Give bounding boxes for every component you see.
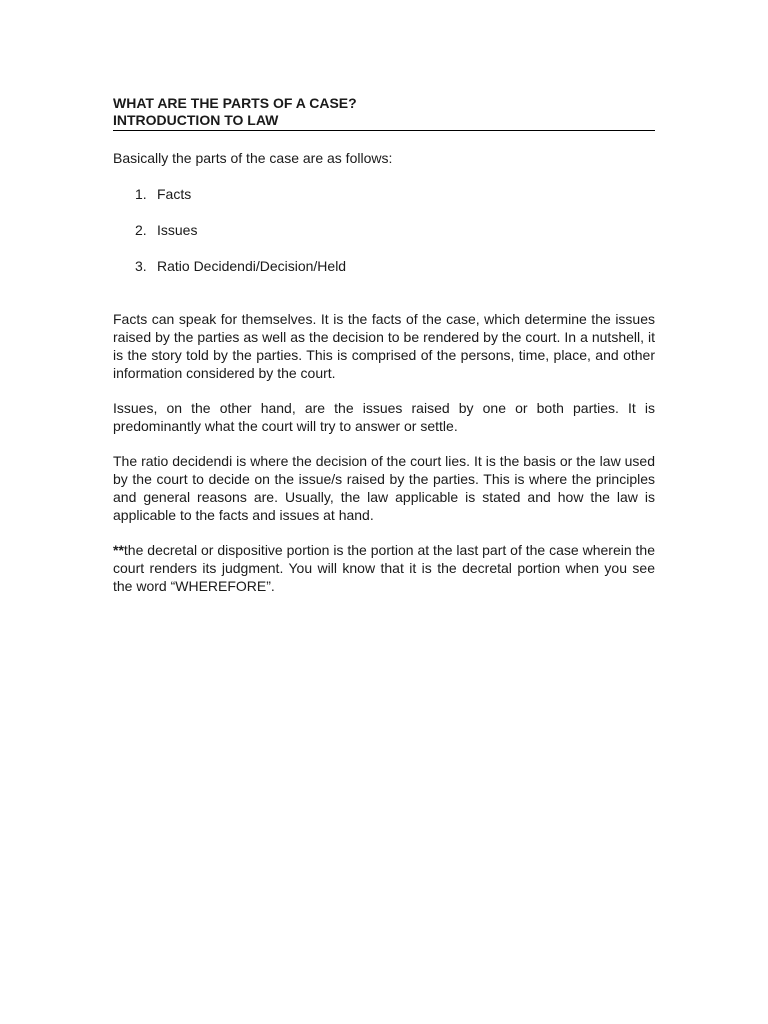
- list-item-label: Issues: [157, 222, 198, 238]
- ratio-paragraph: The ratio decidendi is where the decision of the court lies. It is the basis or the law used by the court to decide on the issue/s raised by the parties. This is where the principles and general reasons are. Usually, the law applicable is stated and how the law is applicable to the facts and issues at hand.: [113, 453, 655, 523]
- list-item-number: 3.: [135, 258, 147, 274]
- title-underline: [113, 130, 655, 131]
- facts-paragraph: Facts can speak for themselves. It is the facts of the case, which determine the issues raised by the parties as well as the decision to be rendered by the court. In a nutshell, it is the story told by the parties. This is comprised of the persons, time, place, and other information considered by the court.: [113, 311, 655, 381]
- list-item-label: Ratio Decidendi/Decision/Held: [157, 258, 347, 274]
- title-line-2: INTRODUCTION TO LAW: [113, 112, 279, 128]
- title-line-1: WHAT ARE THE PARTS OF A CASE?: [113, 95, 357, 111]
- document-page: [113, 95, 655, 595]
- issues-paragraph: Issues, on the other hand, are the issues raised by one or both parties. It is predominantly what the court will try to answer or settle.: [113, 400, 655, 434]
- list-item: [113, 258, 655, 275]
- intro-text: Basically the parts of the case are as follows:: [113, 150, 393, 166]
- decretal-text: the decretal or dispositive portion is the portion at the last part of the case wherein the court renders its judgment. You will know that it is the decretal portion when you see the word “WHEREFORE”.: [113, 542, 655, 594]
- list-item-number: 1.: [135, 186, 147, 202]
- document-title: [113, 95, 655, 129]
- list-item-label: Facts: [157, 186, 192, 202]
- list-item-number: 2.: [135, 222, 147, 238]
- decretal-marker: **: [113, 542, 124, 558]
- list-item: [113, 186, 655, 203]
- decretal-paragraph: [113, 541, 655, 595]
- list-item: [113, 222, 655, 239]
- parts-list: [113, 186, 655, 275]
